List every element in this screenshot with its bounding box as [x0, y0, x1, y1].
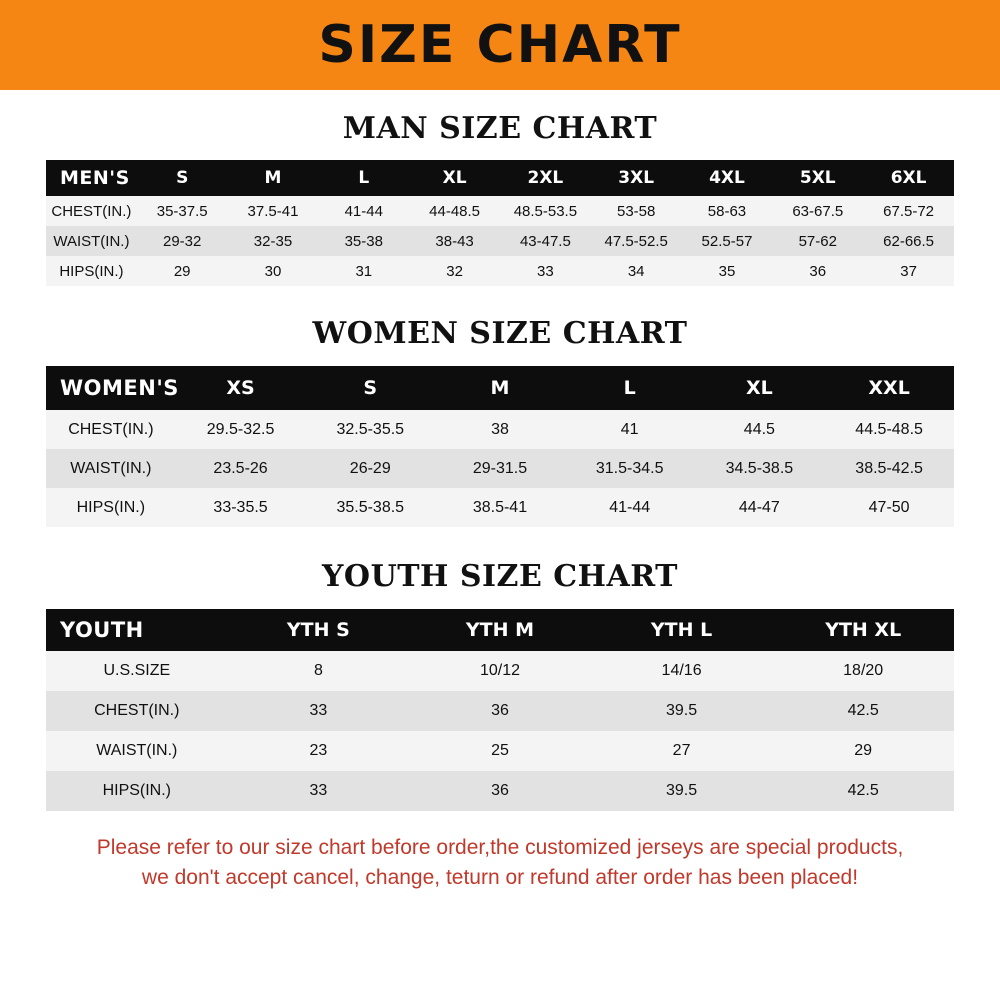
table-cell: 33 — [309, 702, 328, 719]
table-cell: 31 — [355, 262, 373, 280]
table-row — [46, 651, 954, 691]
man-size-section — [0, 111, 1000, 286]
header-cell: 5XL — [799, 168, 836, 188]
table-cell: 26-29 — [349, 459, 391, 477]
row-label: CHEST(IN.) — [94, 702, 180, 719]
table-row — [46, 226, 954, 256]
table-cell: 38.5-42.5 — [855, 459, 923, 477]
table-cell: 36 — [491, 702, 509, 719]
table-cell: 30 — [264, 262, 282, 280]
header-cell: 6XL — [890, 168, 927, 188]
table-cell: 67.5-72 — [883, 202, 935, 220]
table-cell: 53-58 — [616, 202, 656, 220]
header-cell: YTH M — [465, 619, 535, 641]
table-row — [46, 731, 954, 771]
table-cell: 58-63 — [707, 202, 747, 220]
table-cell: 37 — [900, 262, 917, 280]
table-cell: 25 — [491, 742, 509, 759]
table-header-row — [46, 609, 954, 651]
header-cell: M — [264, 168, 282, 188]
table-cell: 38 — [491, 420, 509, 438]
policy-note-line-1: Please refer to our size chart before order,the customized jerseys are special products, — [96, 836, 904, 859]
women-size-section — [0, 316, 1000, 527]
table-cell: 23 — [309, 742, 328, 759]
header-cell: S — [363, 377, 378, 399]
header-cell: L — [358, 168, 370, 188]
header-row-label: MEN'S — [60, 167, 130, 189]
policy-note-line-2: we don't accept cancel, change, teturn or refund after order has been placed! — [141, 866, 859, 890]
header-cell: YTH S — [286, 619, 350, 641]
table-cell: 18/20 — [843, 662, 884, 679]
table-cell: 33 — [537, 262, 554, 280]
header-cell: XL — [442, 168, 467, 188]
table-cell: 31.5-34.5 — [595, 459, 664, 477]
table-cell: 10/12 — [479, 662, 520, 679]
table-row — [46, 691, 954, 731]
header-cell: XL — [745, 377, 773, 399]
page-title: SIZE CHART — [318, 15, 682, 75]
table-cell: 35.5-38.5 — [336, 498, 405, 516]
header-cell: YTH L — [650, 619, 713, 641]
header-cell: 3XL — [618, 168, 655, 188]
header-row-label: YOUTH — [60, 618, 144, 642]
table-cell: 44.5-48.5 — [855, 420, 923, 438]
table-row — [46, 256, 954, 286]
table-cell: 44-47 — [738, 498, 780, 516]
table-cell: 62-66.5 — [883, 232, 935, 250]
table-cell: 57-62 — [798, 232, 837, 250]
table-row — [46, 196, 954, 226]
table-row — [46, 410, 954, 449]
table-header-row — [46, 160, 954, 196]
table-cell: 35 — [718, 262, 736, 280]
table-cell: 35-38 — [344, 232, 383, 250]
header-row-label: WOMEN'S — [60, 376, 179, 400]
table-row — [46, 488, 954, 527]
header-cell: M — [490, 377, 510, 399]
table-cell: 29 — [173, 262, 191, 280]
table-cell: 29.5-32.5 — [206, 420, 275, 438]
header-cell: YTH XL — [825, 619, 902, 641]
table-cell: 52.5-57 — [701, 232, 753, 250]
table-cell: 32 — [446, 262, 463, 280]
policy-note — [0, 833, 1000, 894]
page-banner — [0, 0, 1000, 90]
row-label: CHEST(IN.) — [68, 420, 154, 438]
table-cell: 8 — [313, 662, 323, 679]
table-cell: 47-50 — [868, 498, 910, 516]
table-cell: 41-44 — [609, 498, 651, 516]
row-label: HIPS(IN.) — [76, 498, 146, 516]
table-cell: 41 — [620, 420, 639, 438]
row-label: WAIST(IN.) — [70, 459, 152, 477]
table-cell: 36 — [809, 262, 827, 280]
table-cell: 32.5-35.5 — [336, 420, 405, 438]
table-cell: 34.5-38.5 — [725, 459, 794, 477]
header-cell: 4XL — [709, 168, 745, 188]
table-cell: 48.5-53.5 — [513, 202, 578, 220]
man-section-title: MAN SIZE CHART — [342, 111, 658, 146]
table-cell: 14/16 — [661, 662, 702, 679]
row-label: HIPS(IN.) — [102, 782, 172, 799]
header-cell: 2XL — [527, 168, 564, 188]
table-cell: 34 — [627, 262, 645, 280]
table-cell: 35-37.5 — [156, 202, 208, 220]
header-cell: XXL — [868, 377, 910, 399]
table-cell: 32-35 — [253, 232, 293, 250]
women-section-title: WOMEN SIZE CHART — [312, 316, 688, 351]
table-cell: 29 — [854, 742, 873, 759]
header-cell: S — [176, 168, 189, 188]
table-cell: 29-32 — [163, 232, 202, 250]
table-header-row — [46, 366, 954, 410]
table-cell: 27 — [672, 742, 691, 759]
row-label: HIPS(IN.) — [59, 262, 124, 280]
table-cell: 38-43 — [435, 232, 474, 250]
header-cell: L — [623, 377, 636, 399]
table-cell: 47.5-52.5 — [604, 232, 668, 250]
women-size-table — [46, 366, 954, 527]
table-row — [46, 771, 954, 811]
man-size-table — [46, 160, 954, 286]
row-label: U.S.SIZE — [103, 662, 171, 679]
table-cell: 42.5 — [847, 702, 879, 719]
row-label: CHEST(IN.) — [51, 202, 132, 220]
row-label: WAIST(IN.) — [53, 232, 130, 250]
table-cell: 44-48.5 — [429, 202, 481, 220]
row-label: WAIST(IN.) — [96, 742, 178, 759]
table-cell: 43-47.5 — [519, 232, 571, 250]
table-cell: 39.5 — [666, 782, 698, 799]
table-cell: 63-67.5 — [792, 202, 844, 220]
table-cell: 42.5 — [847, 782, 879, 799]
table-cell: 23.5-26 — [213, 459, 268, 477]
table-cell: 41-44 — [344, 202, 383, 220]
youth-size-table — [46, 609, 954, 811]
table-cell: 38.5-41 — [472, 498, 528, 516]
table-cell: 36 — [491, 782, 509, 799]
table-cell: 29-31.5 — [472, 459, 528, 477]
table-cell: 37.5-41 — [247, 202, 299, 220]
table-cell: 33 — [309, 782, 328, 799]
table-cell: 44.5 — [743, 420, 775, 438]
table-cell: 39.5 — [666, 702, 698, 719]
youth-section-title: YOUTH SIZE CHART — [322, 559, 678, 594]
youth-size-section — [0, 559, 1000, 811]
header-cell: XS — [226, 377, 255, 399]
table-cell: 33-35.5 — [213, 498, 268, 516]
table-row — [46, 449, 954, 488]
